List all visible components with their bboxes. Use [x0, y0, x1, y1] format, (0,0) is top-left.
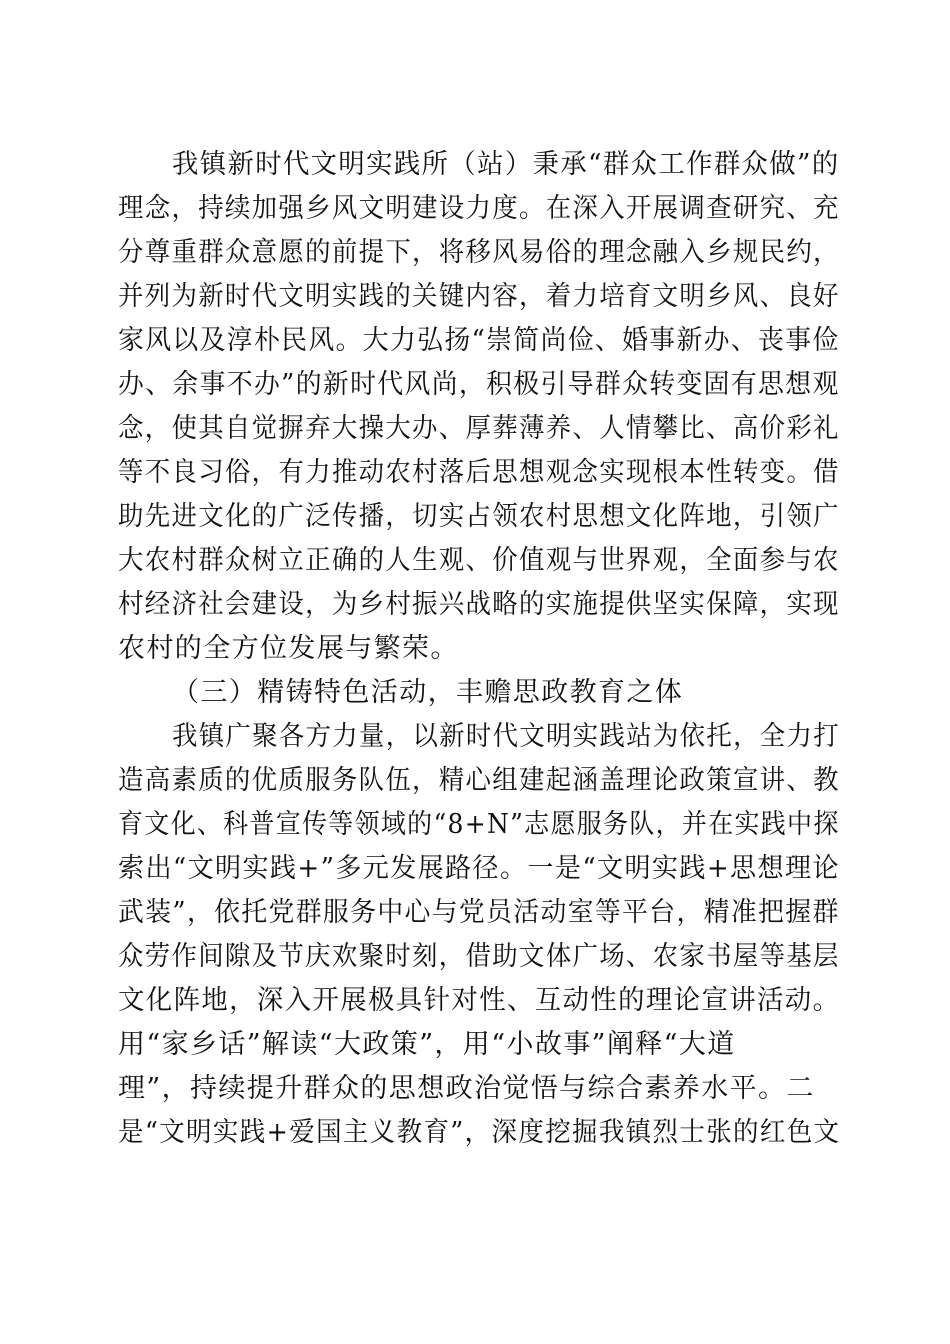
paragraph-2-line-2: 造高素质的优质服务队伍，精心组建起涵盖理论政策宣讲、教 [118, 765, 840, 796]
section-heading: （三）精铸特色活动，丰赡思政教育之体 [172, 677, 684, 708]
paragraph-2-line-10: 是“文明实践+爱国主义教育”，深度挖掘我镇烈士张的红色文 [118, 1117, 841, 1148]
paragraph-1-line-3: 分尊重群众意愿的前提下，将移风易俗的理念融入乡规民约， [118, 237, 840, 268]
paragraph-2-line-7: 文化阵地，深入开展极具针对性、互动性的理论宣讲活动。 [118, 985, 841, 1016]
paragraph-1-line-6: 办、余事不办”的新时代风尚，积极引导群众转变固有思想观 [118, 369, 840, 400]
paragraph-2-line-1: 我镇广聚各方力量，以新时代文明实践站为依托，全力打 [172, 721, 840, 752]
paragraph-2-line-3: 育文化、科普宣传等领域的“8+N”志愿服务队，并在实践中探 [118, 809, 840, 840]
paragraph-1-line-7: 念，使其自觉摒弃大操大办、厚葬薄养、人情攀比、高价彩礼 [118, 413, 840, 444]
paragraph-2-line-6: 众劳作间隙及节庆欢聚时刻，借助文体广场、农家书屋等基层 [118, 941, 840, 972]
paragraph-1-line-12: 农村的全方位发展与繁荣。 [118, 633, 459, 664]
paragraph-2-line-9: 理”，持续提升群众的思想政治觉悟与综合素养水平。二 [118, 1073, 815, 1104]
paragraph-1-line-4: 并列为新时代文明实践的关键内容，着力培育文明乡风、良好 [118, 281, 840, 312]
paragraph-1-line-8: 等不良习俗，有力推动农村落后思想观念实现根本性转变。借 [118, 457, 840, 488]
paragraph-1-line-5: 家风以及淳朴民风。大力弘扬“崇简尚俭、婚事新办、丧事俭 [118, 325, 840, 356]
paragraph-2-line-5: 武装”，依托党群服务中心与党员活动室等平台，精准把握群 [118, 897, 840, 928]
paragraph-1-line-10: 大农村群众树立正确的人生观、价值观与世界观，全面参与农 [118, 545, 840, 576]
paragraph-2-line-4: 索出“文明实践+”多元发展路径。一是“文明实践+思想理论 [118, 853, 840, 884]
paragraph-2-line-8: 用“家乡话”解读“大政策”，用“小故事”阐释“大道 [118, 1029, 736, 1060]
paragraph-1-line-11: 村经济社会建设，为乡村振兴战略的实施提供坚实保障，实现 [118, 589, 840, 620]
paragraph-1-line-2: 理念，持续加强乡风文明建设力度。在深入开展调查研究、充 [118, 193, 840, 224]
paragraph-1-line-9: 助先进文化的广泛传播，切实占领农村思想文化阵地，引领广 [118, 501, 840, 532]
paragraph-1-line-1: 我镇新时代文明实践所（站）秉承“群众工作群众做”的 [172, 149, 840, 180]
